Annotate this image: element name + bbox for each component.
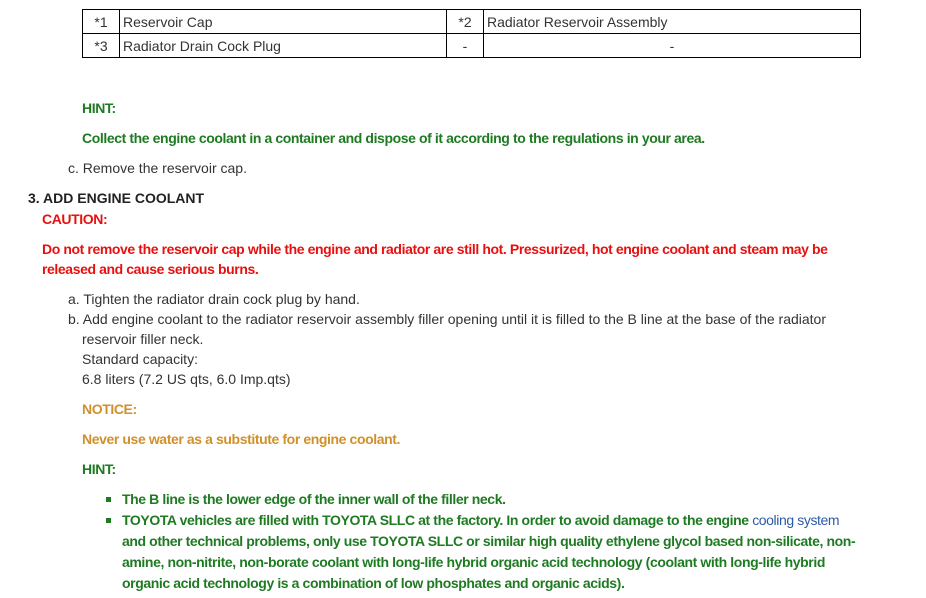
cooling-system-link[interactable]: cooling system bbox=[752, 512, 840, 528]
capacity-label: Standard capacity: bbox=[82, 351, 198, 367]
table-row bbox=[83, 10, 861, 34]
part-name: Radiator Drain Cock Plug bbox=[120, 34, 447, 58]
part-name: Radiator Reservoir Assembly bbox=[484, 10, 861, 34]
table-row bbox=[83, 34, 861, 58]
bullet-text-2-line4: organic acid technology is a combination of low phosphates and organic acids). bbox=[122, 575, 625, 591]
hint-label: HINT: bbox=[82, 100, 116, 116]
capacity-value: 6.8 liters (7.2 US qts, 6.0 Imp.qts) bbox=[82, 371, 291, 387]
callout-number: *1 bbox=[83, 10, 120, 34]
step-a: a. Tighten the radiator drain cock plug by hand. bbox=[68, 291, 360, 307]
part-name: - bbox=[484, 34, 861, 58]
callout-number: - bbox=[447, 34, 484, 58]
callout-number: *3 bbox=[83, 34, 120, 58]
notice-text: Never use water as a substitute for engine coolant. bbox=[82, 431, 401, 447]
bullet-text-2-line3: amine, non-nitrite, non-borate coolant with long-life hybrid organic acid technology (coolant with long-life hybrid bbox=[122, 554, 826, 570]
caution-label: CAUTION: bbox=[42, 211, 108, 227]
step-c: c. Remove the reservoir cap. bbox=[68, 160, 247, 176]
bullet-text-2-line2: and other technical problems, only use TOYOTA SLLC or similar high quality ethylene glycol based non-silicate, non- bbox=[122, 533, 856, 549]
bullet-text-1: The B line is the lower edge of the inner wall of the filler neck. bbox=[122, 491, 506, 507]
step-b: b. Add engine coolant to the radiator reservoir assembly filler opening until it is filled to the B line at the base of the radiator bbox=[68, 311, 826, 327]
parts-table bbox=[82, 9, 861, 58]
bullet-text-2 bbox=[122, 512, 839, 528]
callout-number: *2 bbox=[447, 10, 484, 34]
notice-label: NOTICE: bbox=[82, 401, 137, 417]
bullet-text-2a: TOYOTA vehicles are filled with TOYOTA SLLC at the factory. In order to avoid damage to the engine bbox=[122, 512, 753, 528]
hint-text: Collect the engine coolant in a container and dispose of it according to the regulations in your area. bbox=[82, 130, 705, 146]
step-b-cont: reservoir filler neck. bbox=[82, 331, 204, 347]
section-title: 3. ADD ENGINE COOLANT bbox=[28, 190, 205, 206]
bullet-icon bbox=[106, 497, 111, 502]
part-name: Reservoir Cap bbox=[120, 10, 447, 34]
caution-text-1: Do not remove the reservoir cap while the engine and radiator are still hot. Pressurized, hot engine coolant and steam may be bbox=[42, 241, 828, 257]
caution-text-2: released and cause serious burns. bbox=[42, 261, 259, 277]
bullet-icon bbox=[106, 518, 111, 523]
hint-label-2: HINT: bbox=[82, 461, 116, 477]
